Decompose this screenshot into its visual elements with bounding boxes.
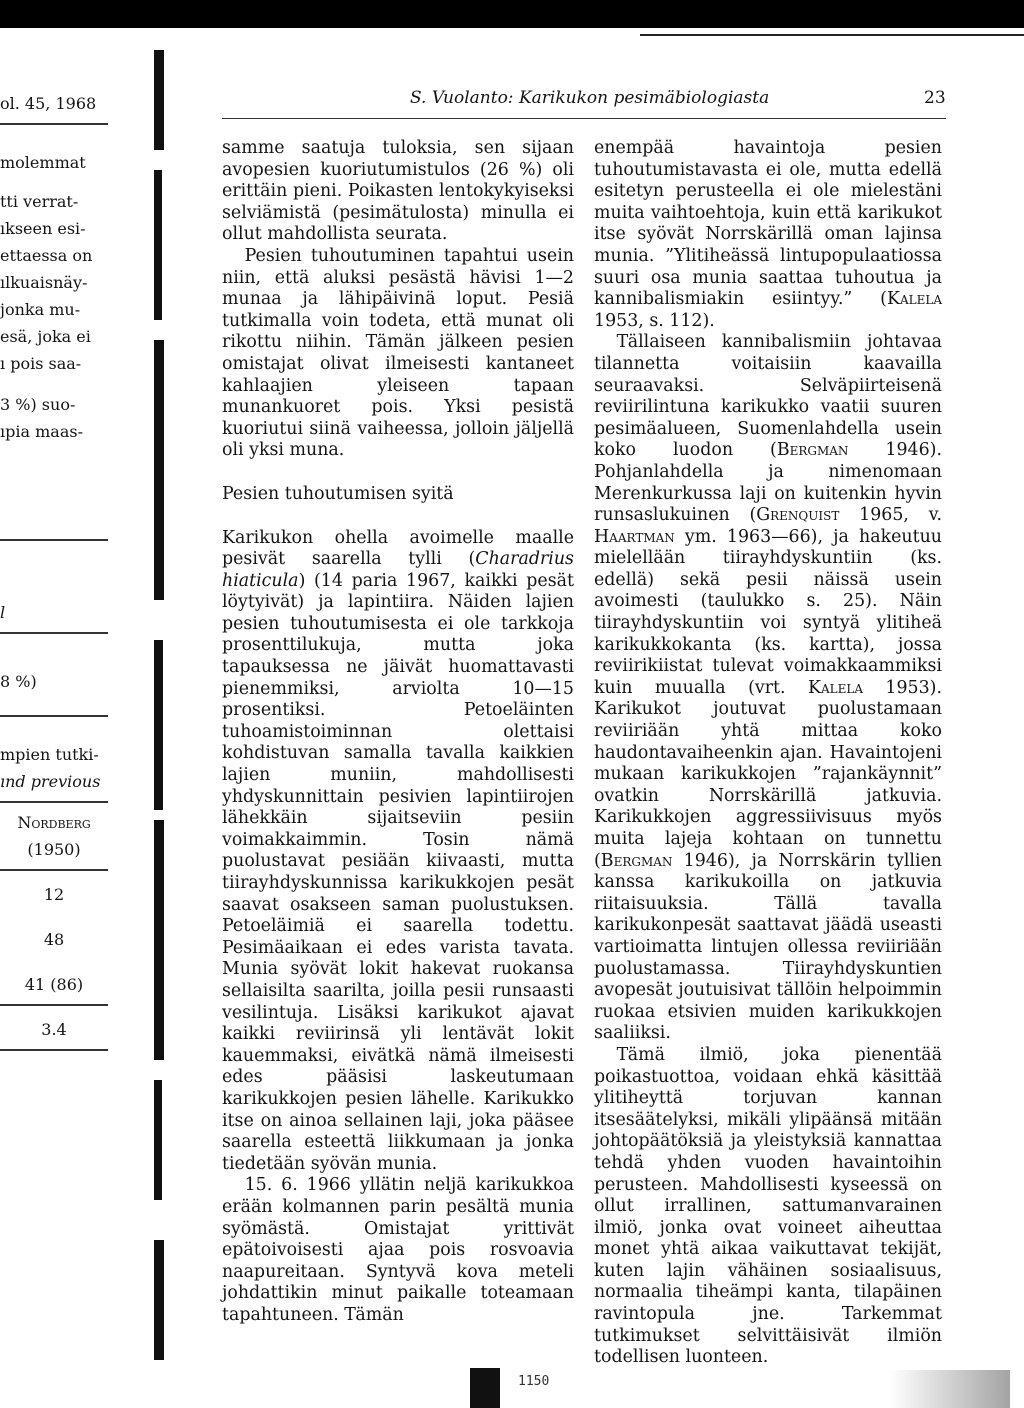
table-cell: 41 (86) <box>24 975 84 994</box>
prev-line: esä, joka ei <box>0 327 91 346</box>
divider <box>0 869 108 871</box>
citation-author: Bergman <box>600 850 673 871</box>
prev-line: ılkuaisnäy- <box>0 273 88 292</box>
scan-smudge <box>890 1370 1010 1408</box>
prev-page-volume: ol. 45, 1968 <box>0 94 97 113</box>
prev-percent: 8 %) <box>0 672 37 691</box>
divider <box>0 539 108 541</box>
scan-label: 1150 <box>518 1374 550 1389</box>
paragraph: 15. 6. 1966 yllätin neljä karikukkoa erään kolmannen parin pesältä munia syömästä. Omistajat yrittivät epätoivoisesti ajaa pois rosvoavia naapureitaan. Syntyvä kova meteli johdattikin minut paikalle toteamaan tapahtuneen. Tämän <box>222 1175 574 1325</box>
running-head: S. Vuolanto: Karikukon pesimäbiologiasta <box>410 88 770 108</box>
prev-caption: mpien tutki- <box>0 745 99 764</box>
page-number: 23 <box>924 88 946 108</box>
table-cell: 3.4 <box>41 1020 67 1039</box>
paragraph: enempää havaintoja pesien tuhoutumistavasta ei ole, mutta edellä esitetyn perusteella ei ole mielestäni muita vaihtoehtoja, kuin että karikukot itse syövät Norrskärillä oman lajinsa munia. ”Ylitiheässä lintupopulaatiossa suuri osa munia saattaa tuhoutua ja kannibalismiakin esiintyy.” (Kalela 1953, s. 112). <box>594 138 942 331</box>
divider <box>0 715 108 717</box>
prev-line: ettaessa on <box>0 246 93 265</box>
prev-line: tti verrat- <box>0 192 79 211</box>
divider <box>0 801 108 803</box>
prev-line: ıpia maas- <box>0 422 83 441</box>
table-header-author: Nordberg <box>17 813 91 832</box>
table-cell: 48 <box>43 930 65 949</box>
prev-line: ı pois saa- <box>0 354 82 373</box>
binding-gutter-shadow <box>150 40 172 1360</box>
paragraph: samme saatuja tuloksia, sen sijaan avopesien kuoriutumistulos (26 %) oli erittäin pieni. Poikasten lentokykyiseksi selviämistä (pesimätulosta) minulla ei ollut mahdollista seurata. <box>222 138 574 245</box>
paragraph: Tällaiseen kannibalismiin johtavaa tilannetta voitaisiin kaavailla seuraavaksi. Selväpiirteisenä reviirilintuna karikukko vaatii suuren pesimäalueen, Suomenlahdella usein koko luodon (Bergman 1946). Pohjanlahdella ja nimenomaan Merenkurkussa laji on kuitenkin hyvin runsaslukuinen (Grenquist 1965, v. Haartman ym. 1963—66), ja hakeutuu mielellään tiirayhdyskuntiin (ks. edellä) sekä pesii näissä usein avoimesti (taulukko s. 25). Näin tiirayhdyskuntiin voi syntyä ylitiheä karikukkokanta (ks. kartta), jossa reviirikiistat tulevat voimakkaammiksi kuin muualla (vrt. Kalela 1953). Karikukot joutuvat puolustamaan reviiriään yhtä mittaa koko haudontavaiheenkin ajan. Havaintojeni mukaan karikukkojen ”rajankäynnit” ovatkin Norrskärillä jatkuvia. Karikukkojen aggressiivisuus myös muita lajeja kohtaan on tunnettu (Bergman 1946), ja Norrskärin tyllien kanssa karikukoilla on jatkuvia riitaisuuksia. Tällä tavalla karikukonpesät saattavat jäädä useasti vartioimatta lintujen ollessa reviiriään puolustamassa. Tiirayhdyskuntien avopesät joutuisivat tällöin helpoimmin ruokaa etsivien muiden karikukkojen saaliiksi. <box>594 332 942 1044</box>
citation-author: Kalela <box>886 289 942 310</box>
section-heading: Pesien tuhoutumisen syitä <box>222 483 454 504</box>
text-column-left <box>222 138 574 1326</box>
header-rule <box>222 118 946 119</box>
prev-line: ıkseen esi- <box>0 219 86 238</box>
table-cell: 12 <box>43 885 65 904</box>
table-header-year: (1950) <box>27 840 81 859</box>
paragraph: Karikukon ohella avoimelle maalle pesivät saarella tylli (Charadrius hiaticula) (14 paria 1967, kaikki pesät löytyivät) ja lapintiira. Näiden lajien pesien tuhoutumisesta ei ole tarkkoja prosenttilukuja, mutta joka tapauksessa ne jäivät huomattavasti pienemmiksi, arviolta 10—15 prosentiksi. Petoeläinten tuhoamistoiminnan olettaisi kohdistuvan samalla tavalla kaikkien lajien muniin, mahdollisesti yhdyskunnittain pesivien lapintiirojen lähekkäin sijaitseviin pesiin voimakkaimmin. Tosin nämä puolustavat pesiään kiivaasti, mutta tiirayhdyskunnissa karikukkojen pesät saavat osakseen saman puolustuksen. Petoeläimiä ei saarella todettu. Pesimäaikaan ei edes varista tavata. Munia syövät lokit hakevat ruokansa sellaisilta saarilta, joilla pesii runsaasti vesilintuja. Lisäksi karikukot ajavat kaikki reviirinsä yli lentävät lokit kauemmaksi, eivätkä nämä ilmeisesti edes pääsisi laskeutumaan karikukkojen pesien lähelle. Karikukko itse on ainoa sellainen laji, joka pääsee saarella esteettä liikkumaan ja jonka tiedetään syövän munia. <box>222 527 574 1174</box>
scan-marker-block <box>470 1368 500 1408</box>
paragraph: Pesien tuhoutuminen tapahtui usein niin, että aluksi pesästä hävisi 1—2 munaa ja lähipäivinä loput. Pesiä tutkimalla voin todeta, että munat oli rikottu niihin. Tämän jälkeen pesien omistajat olivat ilmeisesti kantaneet kahlaajien yleiseen tapaan munankuoret pois. Yksi pesistä kuoriutui siinä vaiheessa, jolloin jäljellä oli yksi muna. <box>222 245 574 461</box>
prev-line: jonka mu- <box>0 300 81 319</box>
divider <box>0 1004 108 1006</box>
paragraph: Tämä ilmiö, joka pienentää poikastuottoa, voidaan ehkä käsittää ylitiheyttä torjuvan kannan itsesäätelyksi, mikäli ylipäänsä mitään johtopäätöksiä ja yleistyksiä kannattaa tehdä yhden vuoden havaintoihin perusteen. Mahdollisesti kyseessä on ollut irrallinen, sattumanvarainen ilmiö, jonka ovat voineet aiheuttaa monet yhtä aikaa vaikuttavat tekijät, kuten lajin vähäinen sosiaalisuus, normaalia tiheämpi kanta, tilapäinen ravintopula jne. Tarkemmat tutkimukset selvittäisivät ilmiön todellisen luonteen. <box>594 1044 942 1368</box>
latin-species-name: Charadrius hiaticula <box>222 549 574 591</box>
citation-author: Bergman <box>776 440 849 461</box>
previous-page-fragment <box>0 90 108 1057</box>
citation-author: Kalela <box>807 677 863 698</box>
scan-bottom-artifact <box>470 1360 1010 1408</box>
prev-rule-text: l <box>0 603 6 622</box>
divider <box>0 1049 108 1051</box>
prev-line: molemmat <box>0 153 86 172</box>
scan-top-border <box>0 0 1024 28</box>
divider <box>0 123 108 125</box>
citation-author: Grenquist <box>756 505 840 526</box>
prev-caption-english: ınd previous <box>0 772 101 791</box>
prev-line: 3 %) suo- <box>0 395 76 414</box>
scan-top-line <box>640 34 1024 36</box>
citation-author: Haartman <box>594 526 675 547</box>
text-column-right <box>594 138 942 1369</box>
divider <box>0 632 108 634</box>
